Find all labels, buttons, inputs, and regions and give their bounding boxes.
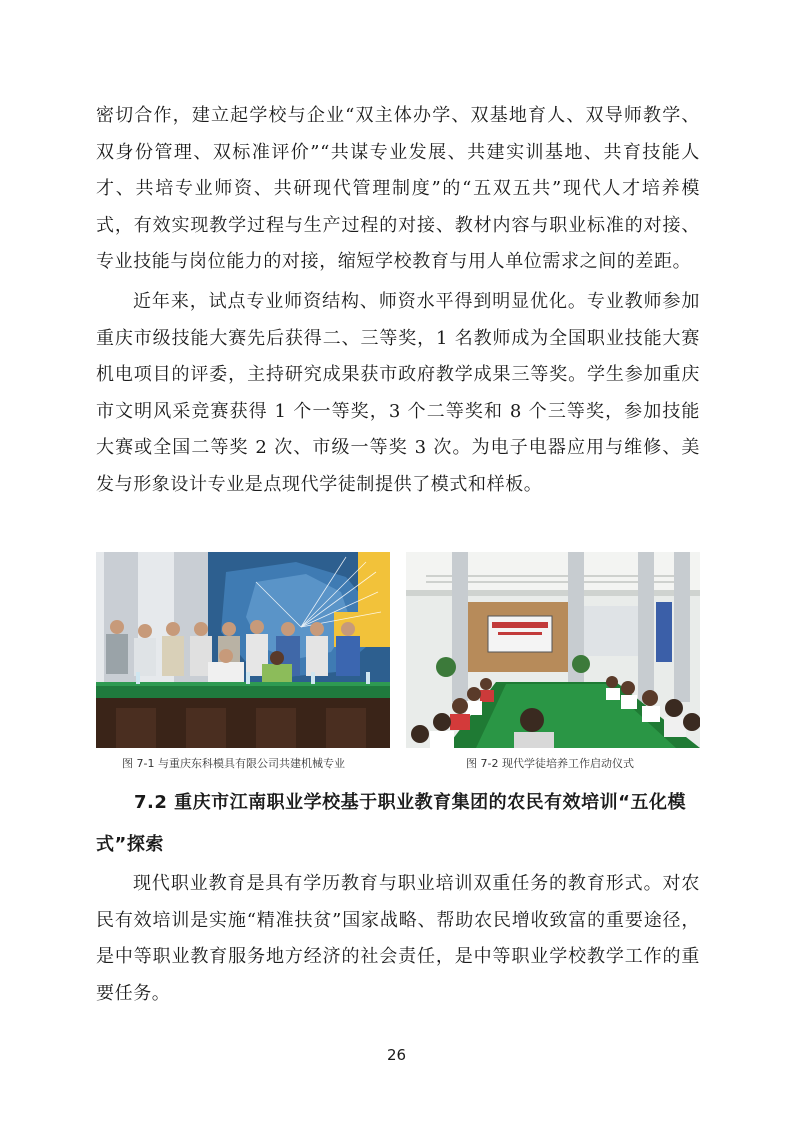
- body-paragraph-2: 近年来，试点专业师资结构、师资水平得到明显优化。专业教师参加重庆市级技能大赛先后获得二、三等奖，1 名教师成为全国职业技能大赛机电项目的评委，主持研究成果获市政府教学成果三等奖。学生参加重庆市文明风采竞赛获得 1 个一等奖，3 个二等奖和 8 个三等奖，参加技能大赛或全国二等奖 2 次、市级一等奖 3 次。为电子电器应用与维修、美发与形象设计专业是点现代学徒制提供了模式和样板。: [96, 291, 700, 495]
- body-paragraph-1: 密切合作，建立起学校与企业“双主体办学、双基地育人、双导师教学、双身份管理、双标准评价”“共谋专业发展、共建实训基地、共育技能人才、共培专业师资、共研现代管理制度”的“五双五共”现代人才培养模式，有效实现教学过程与生产过程的对接、教材内容与职业标准的对接、专业技能与岗位能力的对接，缩短学校教育与用人单位需求之间的差距。: [96, 105, 700, 272]
- figure-2-photo: [406, 552, 700, 748]
- body-paragraph-3: 现代职业教育是具有学历教育与职业培训双重任务的教育形式。对农民有效培训是实施“精准扶贫”国家战略、帮助农民增收致富的重要途径，是中等职业教育服务地方经济的社会责任，是中等职业学校教学工作的重要任务。: [96, 873, 700, 1004]
- figure-1-photo: [96, 552, 390, 748]
- section-heading: 7.2 重庆市江南职业学校基于职业教育集团的农民有效培训“五化模式”探索: [96, 792, 686, 855]
- page-number: 26: [386, 1046, 407, 1064]
- figure-1-caption: 图 7-1 与重庆东科模具有限公司共建机械专业: [122, 757, 345, 770]
- figure-2-caption: 图 7-2 现代学徒培养工作启动仪式: [466, 757, 634, 770]
